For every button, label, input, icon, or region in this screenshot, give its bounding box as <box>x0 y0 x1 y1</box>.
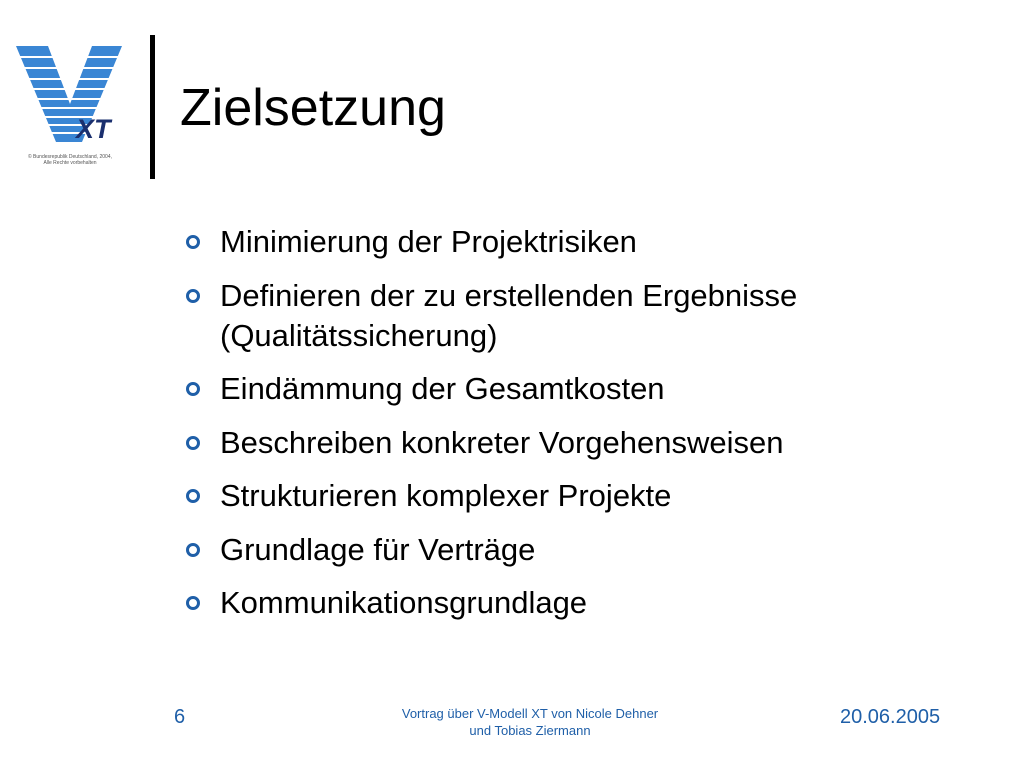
bullet-text: Beschreiben konkreter Vorgehensweisen <box>220 424 784 460</box>
bullet-item <box>185 423 965 463</box>
bullet-list <box>185 222 965 637</box>
bullet-item <box>185 369 965 409</box>
bullet-text: Kommunikationsgrundlage <box>220 585 588 620</box>
ring-bullet-icon <box>186 382 200 396</box>
v-modell-xt-logo-graphic <box>14 38 126 150</box>
bullet-text: Definieren der zu erstellenden Ergebnisse (Qualitätssicherung) <box>220 277 798 353</box>
bullet-text: Strukturieren komplexer Projekte <box>220 478 672 513</box>
ring-bullet-icon <box>186 436 200 450</box>
logo-xt-text: XT <box>76 114 111 144</box>
v-modell-xt-logo <box>14 38 126 170</box>
bullet-item <box>185 583 965 623</box>
copyright-line-1: © Bundesrepublik Deutschland, 2004, <box>27 154 113 160</box>
ring-bullet-icon <box>186 543 200 557</box>
bullet-item <box>185 222 965 262</box>
bullet-item <box>185 530 965 570</box>
ring-bullet-icon <box>186 489 200 503</box>
title-divider <box>150 35 155 179</box>
logo-copyright <box>14 154 126 166</box>
slide-title: Zielsetzung <box>180 79 446 137</box>
bullet-item <box>185 276 965 356</box>
ring-bullet-icon <box>186 289 200 303</box>
footer-line-2: und Tobias Ziermann <box>469 723 591 738</box>
footer-presenters <box>380 705 680 739</box>
ring-bullet-icon <box>186 596 200 610</box>
ring-bullet-icon <box>186 235 200 249</box>
bullet-text: Eindämmung der Gesamtkosten <box>220 371 665 406</box>
bullet-text: Minimierung der Projektrisiken <box>220 224 637 259</box>
footer-date: 20.06.2005 <box>840 706 941 728</box>
bullet-text: Grundlage für Verträge <box>220 531 536 567</box>
page-number: 6 <box>174 706 186 728</box>
bullet-item <box>185 476 965 516</box>
copyright-line-2: Alle Rechte vorbehalten <box>43 160 97 166</box>
footer-line-1: Vortrag über V-Modell XT von Nicole Dehner <box>401 706 659 721</box>
